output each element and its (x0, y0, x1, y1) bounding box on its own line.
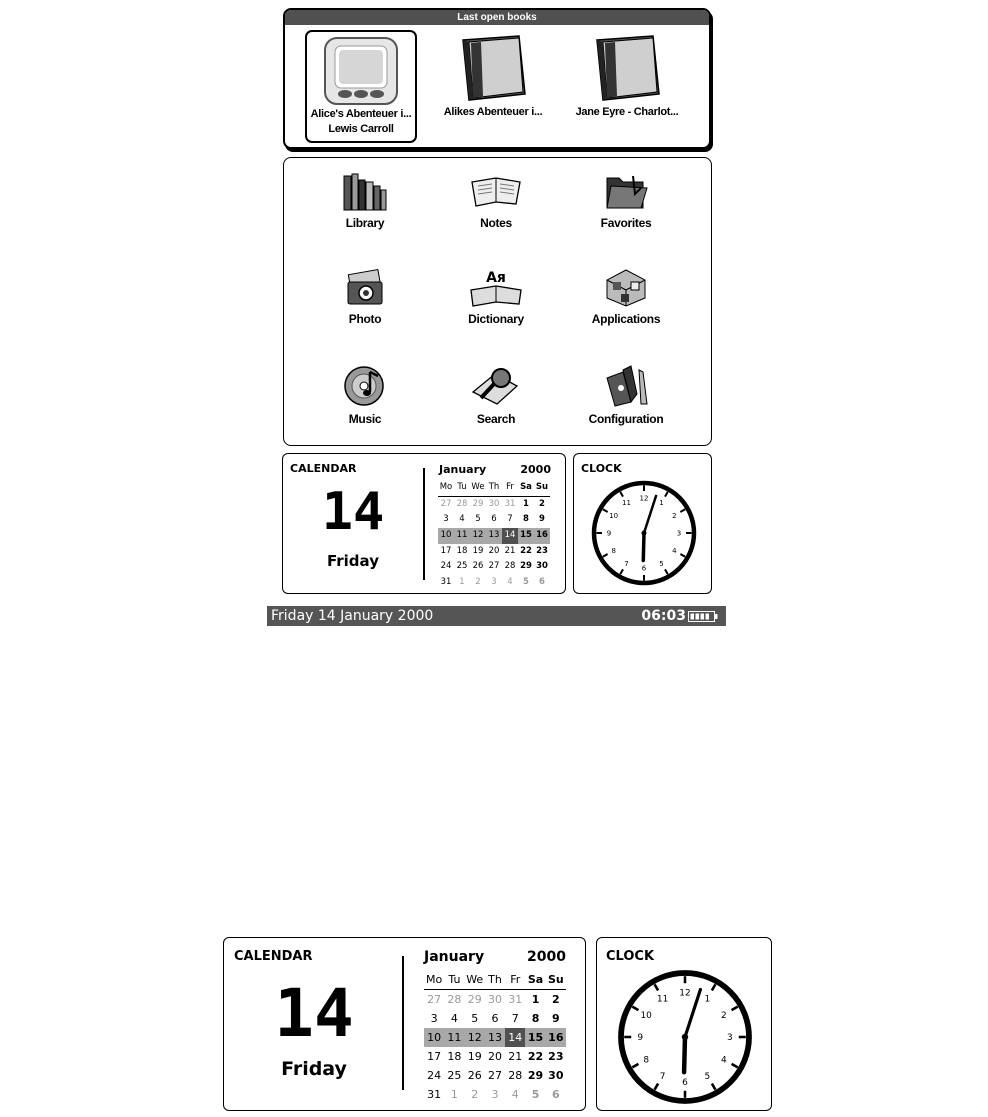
calendar-day[interactable]: 19 (467, 1050, 482, 1063)
calendar-week-row (424, 1085, 566, 1104)
menu-item-music[interactable] (300, 350, 430, 440)
calendar-day[interactable]: 27 (440, 498, 452, 509)
calendar-day-today[interactable]: 14 (502, 528, 518, 544)
menu-item-library[interactable] (300, 158, 430, 248)
calendar-day[interactable]: 12 (465, 1028, 485, 1047)
menu-label: Photo (348, 312, 382, 326)
calendar-week-row (424, 1066, 566, 1085)
clock-widget-large (596, 937, 772, 1111)
calendar-weekday-label: We (466, 973, 484, 986)
calendar-day[interactable]: 7 (507, 514, 513, 525)
main-menu-panel (283, 157, 712, 446)
calendar-day[interactable]: 19 (472, 545, 484, 556)
clock-numeral: 1 (704, 994, 711, 1005)
calendar-day[interactable]: 27 (488, 561, 500, 572)
calendar-day[interactable]: 6 (539, 577, 545, 588)
calendar-weekday-label: Su (547, 973, 564, 986)
calendar-day[interactable]: 30 (488, 498, 500, 509)
calendar-day-number: 14 (321, 482, 385, 542)
calendar-year: 2000 (527, 949, 566, 965)
calendar-month: January (424, 949, 485, 965)
calendar-day[interactable]: 30 (536, 561, 548, 572)
calendar-day[interactable]: 31 (504, 498, 516, 509)
calendar-weekday: Friday (281, 1058, 347, 1080)
calendar-day[interactable]: 4 (511, 1088, 519, 1101)
calendar-day[interactable]: 5 (523, 577, 529, 588)
configuration-icon (603, 364, 649, 408)
calendar-day[interactable]: 29 (520, 561, 532, 572)
clock-hour-hand (684, 1037, 685, 1072)
calendar-day[interactable]: 28 (456, 498, 468, 509)
calendar-day[interactable]: 17 (440, 545, 452, 556)
clock-face (588, 477, 700, 589)
music-icon (342, 364, 388, 408)
calendar-month: January (439, 463, 487, 476)
calendar-day[interactable]: 28 (447, 993, 462, 1006)
calendar-day[interactable]: 1 (450, 1088, 458, 1101)
calendar-day[interactable]: 20 (487, 1050, 502, 1063)
calendar-day[interactable]: 24 (427, 1069, 442, 1082)
clock-numeral: 2 (672, 512, 677, 520)
clock-numeral: 7 (659, 1071, 666, 1082)
clock-numeral: 9 (606, 529, 612, 538)
calendar-day[interactable]: 30 (548, 1069, 564, 1082)
calendar-week-row (424, 1028, 566, 1047)
calendar-day[interactable]: 15 (518, 528, 534, 544)
calendar-day-today[interactable]: 14 (505, 1028, 525, 1047)
clock-numeral: 4 (720, 1055, 727, 1066)
clock-numeral: 3 (676, 529, 682, 538)
calendar-day[interactable]: 31 (508, 993, 523, 1006)
book-cover-icon (587, 34, 667, 104)
calendar-widget[interactable] (282, 453, 566, 594)
calendar-day[interactable]: 11 (444, 1028, 464, 1047)
clock-numeral: 12 (639, 494, 649, 503)
calendar-week-row (438, 544, 550, 560)
recent-book-title: Alikes Abenteuer i... (443, 106, 543, 118)
recent-book-1[interactable] (305, 30, 417, 143)
calendar-week-row (424, 990, 566, 1009)
calendar-grid (424, 970, 566, 1104)
search-icon (471, 364, 521, 408)
clock-numeral: 5 (659, 559, 664, 568)
clock-numeral: 12 (679, 988, 691, 999)
calendar-week-row (438, 528, 550, 544)
menu-item-configuration[interactable] (561, 350, 691, 440)
clock-widget (573, 453, 712, 594)
book-cover-icon (453, 34, 533, 104)
calendar-day[interactable]: 25 (447, 1069, 462, 1082)
calendar-day[interactable]: 6 (491, 1012, 499, 1025)
menu-item-notes[interactable] (431, 158, 561, 248)
recent-book-title: Jane Eyre - Charlot... (575, 106, 679, 118)
calendar-day[interactable]: 20 (488, 545, 500, 556)
dictionary-icon (469, 268, 523, 308)
calendar-day[interactable]: 22 (520, 545, 532, 556)
calendar-day[interactable]: 4 (507, 577, 513, 588)
calendar-weekday-label: Sa (527, 973, 544, 986)
calendar-weekday-label: Tu (448, 973, 461, 986)
calendar-day[interactable]: 21 (508, 1050, 523, 1063)
notes-icon (470, 172, 522, 212)
calendar-title: CALENDAR (234, 949, 313, 964)
calendar-week-row (438, 497, 550, 513)
calendar-day[interactable]: 18 (456, 545, 468, 556)
calendar-day[interactable]: 10 (438, 528, 454, 544)
clock-hub (642, 531, 647, 536)
calendar-day[interactable]: 18 (447, 1050, 462, 1063)
clock-numeral: 5 (704, 1071, 711, 1082)
calendar-day[interactable]: 30 (487, 993, 502, 1006)
clock-numeral: 8 (643, 1055, 650, 1066)
menu-item-search[interactable] (431, 350, 561, 440)
recent-book-author: Lewis Carroll (328, 123, 394, 135)
book-cover-icon (321, 36, 401, 106)
status-date: Friday 14 January 2000 (271, 608, 434, 624)
menu-item-photo[interactable] (300, 254, 430, 344)
calendar-day[interactable]: 3 (443, 514, 449, 525)
recent-book-title: Alice's Abenteuer i... (310, 108, 412, 120)
clock-numeral: 11 (622, 499, 631, 508)
calendar-day[interactable]: 9 (552, 1012, 560, 1025)
applications-icon (603, 268, 649, 308)
calendar-day[interactable]: 13 (485, 1028, 505, 1047)
calendar-weekday-label: Sa (520, 482, 532, 492)
calendar-day[interactable]: 4 (459, 514, 465, 525)
calendar-day[interactable]: 5 (475, 514, 481, 525)
calendar-day[interactable]: 28 (504, 561, 516, 572)
calendar-day[interactable]: 6 (552, 1088, 560, 1101)
recent-book-2[interactable] (437, 30, 549, 143)
calendar-day[interactable]: 12 (470, 528, 486, 544)
calendar-day[interactable]: 1 (459, 577, 465, 588)
calendar-day[interactable]: 10 (424, 1028, 444, 1047)
calendar-week-row (438, 559, 550, 575)
clock-numeral: 8 (611, 547, 616, 555)
menu-label: Library (345, 216, 385, 230)
calendar-day[interactable]: 9 (539, 514, 545, 525)
library-icon (342, 172, 388, 212)
calendar-day[interactable]: 1 (523, 498, 529, 509)
calendar-weekday-label: We (471, 482, 485, 492)
calendar-weekday-header (424, 970, 566, 990)
calendar-weekday-label: Fr (510, 973, 521, 986)
calendar-day[interactable]: 2 (539, 498, 545, 509)
calendar-day[interactable]: 27 (487, 1069, 502, 1082)
calendar-weekday: Friday (326, 552, 379, 570)
calendar-day[interactable]: 8 (523, 514, 529, 525)
menu-label: Search (476, 412, 516, 426)
recent-books-header: Last open books (285, 10, 709, 25)
calendar-day[interactable]: 24 (440, 561, 452, 572)
menu-label: Music (348, 412, 382, 426)
calendar-widget-large[interactable] (223, 937, 586, 1111)
clock-numeral: 7 (624, 559, 629, 568)
calendar-week-row (424, 1009, 566, 1028)
clock-numeral: 4 (672, 547, 677, 555)
calendar-day[interactable]: 2 (552, 993, 560, 1006)
calendar-day[interactable]: 31 (427, 1088, 442, 1101)
calendar-title: CALENDAR (290, 462, 357, 475)
calendar-weekday-label: Tu (457, 482, 467, 492)
recent-books-panel (283, 8, 711, 149)
calendar-weekday-label: Fr (506, 482, 514, 492)
clock-face (615, 967, 755, 1107)
clock-numeral: 6 (641, 564, 647, 573)
clock-numeral: 1 (659, 499, 664, 508)
menu-label: Notes (480, 216, 512, 230)
clock-numeral: 9 (637, 1033, 644, 1044)
clock-numeral: 3 (726, 1033, 733, 1044)
menu-item-favorites[interactable] (561, 158, 691, 248)
calendar-day[interactable]: 1 (531, 993, 540, 1006)
calendar-weekday-label: Th (488, 973, 502, 986)
recent-book-3[interactable] (571, 30, 683, 143)
calendar-weekday-label: Su (535, 482, 549, 492)
calendar-day[interactable]: 3 (491, 577, 497, 588)
calendar-weekday-header (438, 480, 550, 497)
calendar-day[interactable]: 23 (536, 545, 548, 556)
clock-numeral: 11 (656, 994, 669, 1005)
calendar-day[interactable]: 31 (440, 577, 452, 588)
calendar-day[interactable]: 11 (454, 528, 470, 544)
calendar-day-number: 14 (274, 975, 354, 1052)
calendar-day[interactable]: 13 (486, 528, 502, 544)
calendar-day[interactable]: 29 (467, 993, 482, 1006)
clock-title: CLOCK (606, 949, 655, 964)
clock-numeral: 2 (720, 1010, 727, 1021)
calendar-week-row (438, 512, 550, 528)
calendar-day[interactable]: 7 (511, 1012, 519, 1025)
calendar-week-row (424, 1047, 566, 1066)
clock-numeral: 6 (682, 1078, 688, 1088)
clock-numeral: 10 (609, 512, 619, 520)
calendar-day[interactable]: 23 (548, 1050, 564, 1063)
calendar-day[interactable]: 3 (491, 1088, 499, 1101)
menu-item-dictionary[interactable] (431, 254, 561, 344)
favorites-icon (603, 172, 649, 212)
calendar-day[interactable]: 8 (531, 1012, 540, 1025)
calendar-day[interactable]: 29 (472, 498, 484, 509)
calendar-day[interactable]: 21 (504, 545, 516, 556)
clock-title: CLOCK (581, 462, 622, 475)
calendar-day[interactable]: 16 (546, 1028, 566, 1047)
clock-hub (682, 1034, 688, 1040)
clock-numeral: 10 (640, 1010, 652, 1021)
calendar-weekday-label: Mo (426, 973, 443, 986)
status-bar (267, 606, 726, 626)
calendar-divider (402, 956, 404, 1090)
calendar-day[interactable]: 27 (427, 993, 442, 1006)
menu-label: Favorites (600, 216, 652, 230)
calendar-divider (423, 468, 425, 580)
battery-icon (688, 611, 718, 622)
calendar-week-row (438, 575, 550, 591)
calendar-day[interactable]: 28 (508, 1069, 523, 1082)
calendar-grid (438, 480, 550, 591)
calendar-day[interactable]: 26 (467, 1069, 482, 1082)
calendar-day[interactable]: 5 (471, 1012, 479, 1025)
menu-label: Applications (591, 312, 661, 326)
menu-label: Dictionary (468, 312, 524, 326)
calendar-day[interactable]: 4 (450, 1012, 458, 1025)
calendar-day[interactable]: 2 (475, 577, 481, 588)
calendar-day[interactable]: 26 (472, 561, 484, 572)
calendar-weekday-label: Th (488, 482, 500, 492)
calendar-year: 2000 (520, 463, 551, 476)
calendar-day[interactable]: 29 (527, 1069, 544, 1082)
calendar-day[interactable]: 2 (471, 1088, 479, 1101)
calendar-day[interactable]: 6 (491, 514, 497, 525)
status-time: 06:03 (641, 608, 686, 624)
menu-label: Configuration (588, 412, 664, 426)
calendar-day[interactable]: 3 (430, 1012, 438, 1025)
clock-hour-hand (643, 533, 644, 560)
calendar-day[interactable]: 5 (531, 1088, 540, 1101)
calendar-day[interactable]: 16 (534, 528, 550, 544)
photo-icon (342, 268, 388, 308)
calendar-day[interactable]: 22 (527, 1050, 544, 1063)
menu-item-applications[interactable] (561, 254, 691, 344)
calendar-day[interactable]: 17 (427, 1050, 442, 1063)
calendar-day[interactable]: 25 (456, 561, 468, 572)
dictionary-icon-text: Ая (486, 270, 506, 286)
calendar-day[interactable]: 15 (525, 1028, 545, 1047)
calendar-weekday-label: Mo (439, 482, 453, 492)
